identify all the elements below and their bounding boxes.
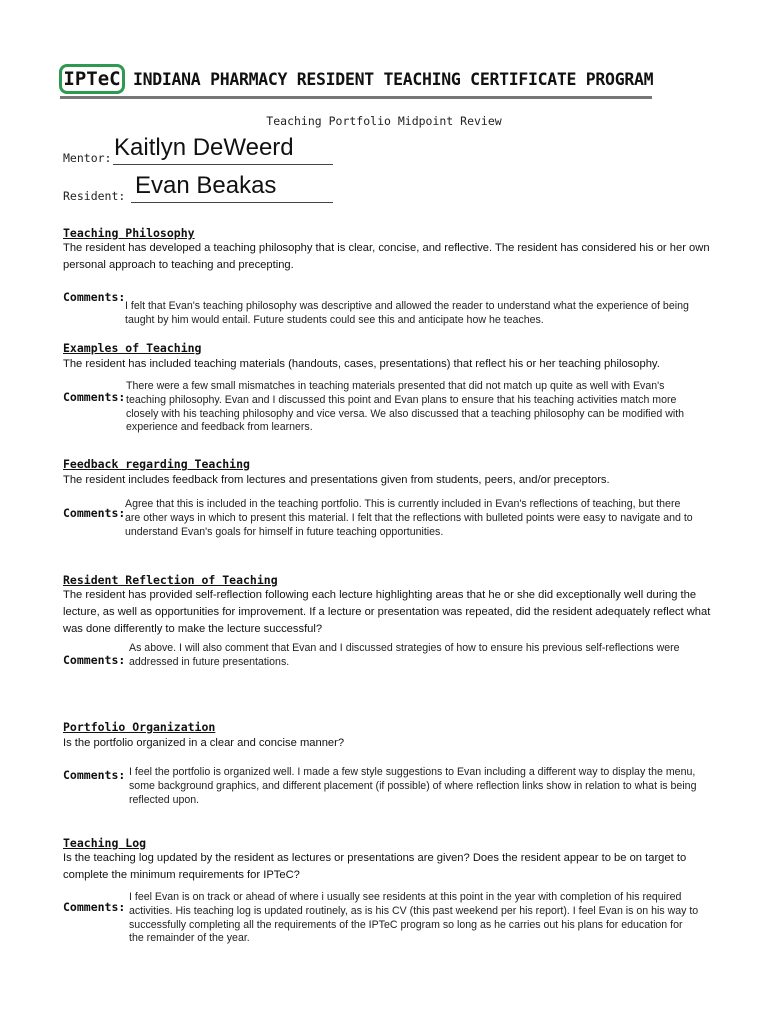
- section-description-resident-reflection: The resident has provided self-reflection following each lecture highlighting areas that he or she did exceptionally well during the lecture, as well as opportunities for improvement. If a lecture or presentation was repeated, did the resident adequately reflect what was done differently to make the lecture successful?: [63, 589, 711, 635]
- iptec-logo: IPTeC: [59, 64, 125, 94]
- mentor-underline: [113, 164, 333, 165]
- resident-underline: [131, 202, 333, 203]
- comment-portfolio-organization: I feel the portfolio is organized well. I made a few style suggestions to Evan including a different way to display the menu, some background graphics, and different placement (if possible) of where reflection links show in relation to what is being reflected upon.: [129, 766, 697, 806]
- comments-label: Comments:: [63, 900, 126, 914]
- header-divider: [60, 96, 652, 99]
- resident-label: Resident:: [63, 189, 126, 203]
- document-title: Teaching Portfolio Midpoint Review: [266, 114, 502, 128]
- section-description-teaching-philosophy: The resident has developed a teaching philosophy that is clear, concise, and reflective. The resident has considered his or her own personal approach to teaching and precepting.: [63, 242, 710, 271]
- resident-name: Evan Beakas: [135, 172, 277, 199]
- comments-label: Comments:: [63, 653, 126, 667]
- section-heading-portfolio-organization: Portfolio Organization: [63, 720, 216, 734]
- comments-label: Comments:: [63, 290, 126, 304]
- comments-label: Comments:: [63, 390, 126, 404]
- comment-feedback-regarding-teaching: Agree that this is included in the teaching portfolio. This is currently included in Evan's reflections of teaching, but there are other ways in which to present this material. I felt that the reflections with bulleted points were easy to navigate and to understand Evan's goals for himself in future teaching opportunities.: [125, 498, 693, 538]
- mentor-label: Mentor:: [63, 151, 112, 165]
- comment-resident-reflection: As above. I will also comment that Evan and I discussed strategies of how to ensure his previous self-reflections were addressed in future presentations.: [129, 642, 680, 668]
- comment-teaching-philosophy: I felt that Evan's teaching philosophy was descriptive and allowed the reader to understand what the experience of being taught by him would entail. Future students could see this and anticipate how he teaches.: [125, 300, 689, 326]
- program-title: INDIANA PHARMACY RESIDENT TEACHING CERTIFICATE PROGRAM: [133, 70, 654, 89]
- comments-label: Comments:: [63, 768, 126, 782]
- section-description-portfolio-organization: Is the portfolio organized in a clear and concise manner?: [63, 737, 345, 749]
- section-heading-teaching-log: Teaching Log: [63, 836, 147, 850]
- section-heading-feedback-regarding-teaching: Feedback regarding Teaching: [63, 457, 250, 471]
- section-description-examples-of-teaching: The resident has included teaching materials (handouts, cases, presentations) that reflect his or her teaching philosophy.: [63, 358, 660, 370]
- section-heading-examples-of-teaching: Examples of Teaching: [63, 341, 202, 355]
- mentor-name: Kaitlyn DeWeerd: [114, 134, 294, 161]
- comment-examples-of-teaching: There were a few small mismatches in teaching materials presented that did not match up quite as well with Evan's teaching philosophy. Evan and I discussed this point and Evan plans to ensure that his teaching activities match more closely with his teaching philosophy and vice versa. We also discussed that a teaching philosophy can be modified with experience and feedback from learners.: [126, 380, 685, 434]
- section-heading-resident-reflection: Resident Reflection of Teaching: [63, 573, 278, 587]
- section-heading-teaching-philosophy: Teaching Philosophy: [63, 226, 195, 240]
- comments-label: Comments:: [63, 506, 126, 520]
- section-description-teaching-log: Is the teaching log updated by the resident as lectures or presentations are given? Does the resident appear to be on target to complete the minimum requirements for IPTeC?: [63, 852, 687, 881]
- section-description-feedback-regarding-teaching: The resident includes feedback from lectures and presentations given from students, peers, and/or preceptors.: [63, 474, 610, 486]
- comment-teaching-log: I feel Evan is on track or ahead of where i usually see residents at this point in the year with completion of his required activities. His teaching log is updated routinely, as is his CV (this past weekend per his report). I feel Evan is on his way to successfully completing all the requirements of the IPTeC program so long as he carries out his plans for education for the remainder of the year.: [129, 891, 699, 945]
